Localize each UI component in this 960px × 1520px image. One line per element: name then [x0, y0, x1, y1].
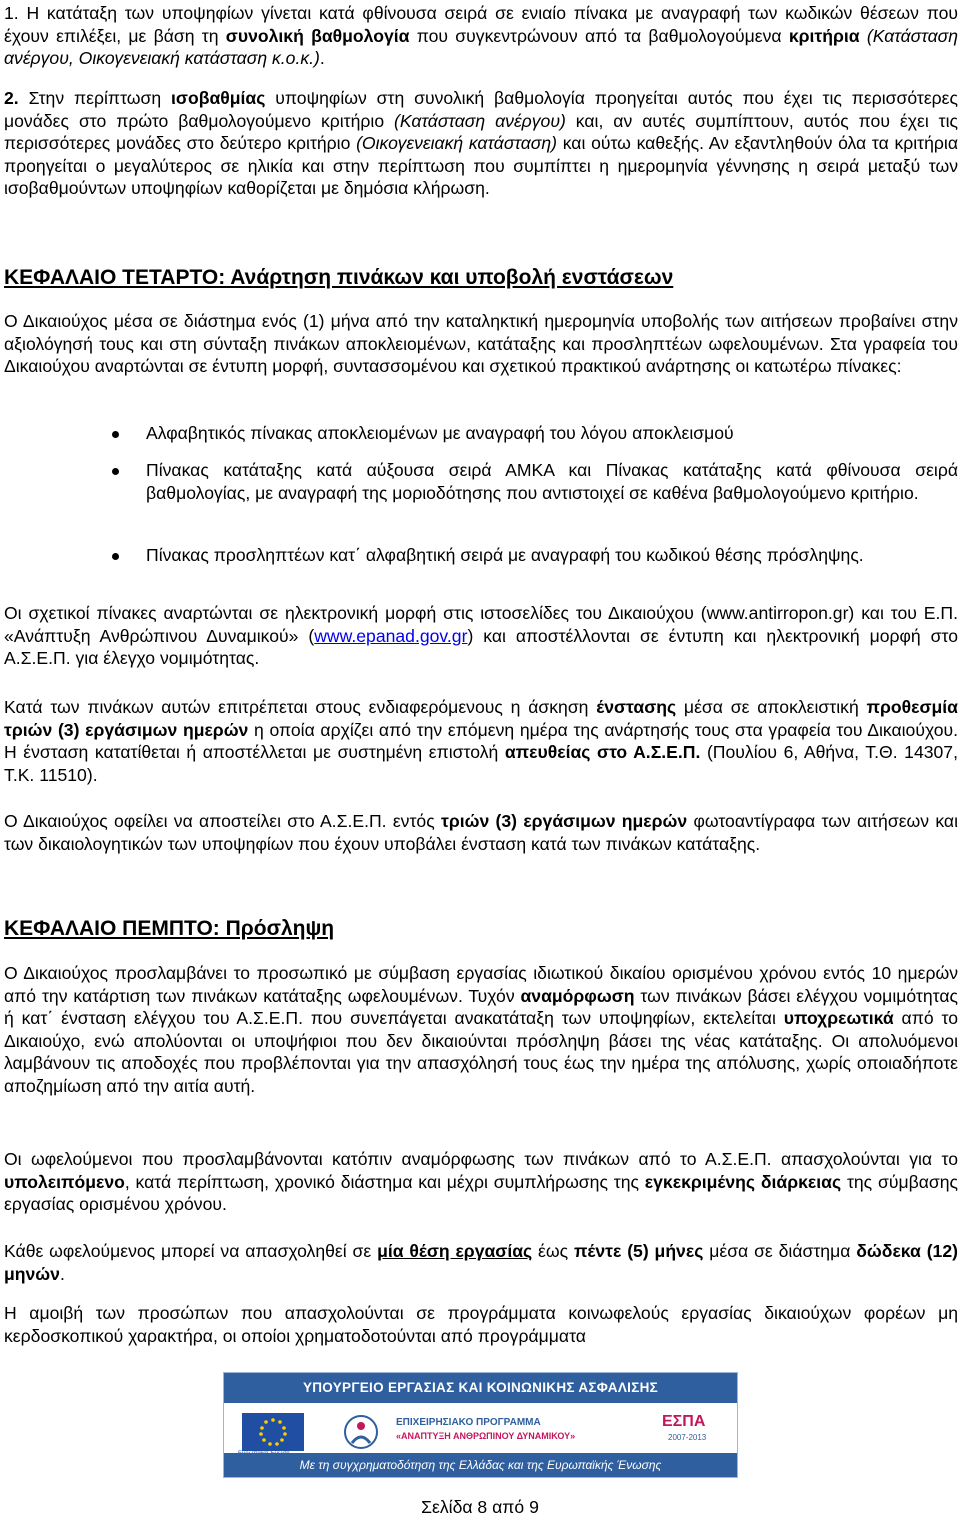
epanad-link[interactable]: www.epanad.gov.gr	[314, 625, 468, 646]
paragraph-ranking: 1. Η κατάταξη των υποψηφίων γίνεται κατά φθίνουσα σειρά σε ενιαίο πίνακα με αναγραφή των κωδικών θέσεων που έχουν επιλέξει, με βάση τη συνολική βαθμολογία που συγκεντρώνουν από τα βαθμολογούμενα κριτήρια (Κατάσταση ανέργου, Οικογενειακή κατάσταση κ.ο.κ.).	[4, 3, 958, 69]
paragraph-remaining: Οι ωφελούμενοι που προσλαμβάνονται κατόπιν αναμόρφωσης των πινάκων από το Α.Σ.Ε.Π. απασχολούνται για το υπολειπόμενο, κατά περίπτωση, χρονικό διάστημα και μέχρι συμπλήρωσης της εγκεκριμένης διάρκειας της σύμβασης εργασίας ορισμένου χρόνου.	[4, 1149, 959, 1215]
paragraph-pay: Η αμοιβή των προσώπων που απασχολούνται σε προγράμματα κοινωφελούς εργασίας δικαιούχων φορέων μη κερδοσκοπικού χαρακτήρα, οι οποίοι χρηματοδοτούνται από προγράμματα	[4, 1303, 958, 1346]
funding-banner	[223, 1372, 738, 1478]
paragraph-tie: 2. Στην περίπτωση ισοβαθμίας υποψηφίων στη συνολική βαθμολογία προηγείται αυτός που έχει τις περισσότερες μονάδες στο πρώτο βαθμολογούμενο κριτήριο (Κατάσταση ανέργου) και, αν αυτές συμπίπτουν, αυτός που έχει τις περισσότερες μονάδες στο δεύτερο κριτήριο (Οικογενειακή κατάσταση) και ούτω καθεξής. Αν εξαντληθούν όλα τα κριτήρια προηγείται ο μεγαλύτερος σε ηλικία και στην περίπτωση που συμπίπτει η ημερομηνία γέννησης η σειρά μεταξύ των ισοβαθμούντων υποψηφίων καθορίζεται με δημόσια κλήρωση.	[4, 88, 959, 199]
espa-label: ΕΣΠΑ	[662, 1413, 706, 1430]
chapter-five-heading: ΚΕΦΑΛΑΙΟ ΠΕΜΠΤΟ: Πρόσληψη	[4, 917, 335, 940]
epanad-program-label: ΕΠΙΧΕΙΡΗΣΙΑΚΟ ΠΡΟΓΡΑΜΜΑ	[396, 1417, 541, 1428]
epanad-logo	[334, 1413, 634, 1451]
bullet-item: Αλφαβητικός πίνακας αποκλειομένων με αναγραφή του λόγου αποκλεισμού	[146, 423, 734, 443]
eu-flag-icon	[242, 1413, 304, 1451]
bullet-dot	[112, 468, 119, 475]
paragraph-copies: Ο Δικαιούχος οφείλει να αποστείλει στο Α.Σ.Ε.Π. εντός τριών (3) εργάσιμων ημερών φωτοαντίγραφα των αιτήσεων και των δικαιολογητικών των υποψηφίων που έχουν υποβάλει ένσταση κατά των πινάκων κατάταξης.	[4, 811, 959, 854]
paragraph-duration: Κάθε ωφελούμενος μπορεί να απασχοληθεί σε μία θέση εργασίας έως πέντε (5) μήνες μέσα σε διάστημα δώδεκα (12) μηνών.	[4, 1241, 958, 1284]
paragraph-posting: Ο Δικαιούχος μέσα σε διάστημα ενός (1) μήνα από την καταληκτική ημερομηνία υποβολής των αιτήσεων προβαίνει στην αξιολόγησή τους και στη σύνταξη πινάκων αποκλειομένων, κατάταξης και προσληπτέων ωφελουμένων. Στα γραφεία του Δικαιούχου αναρτώνται σε έντυπη μορφή, συντασσομένου και σχετικού πρακτικού ανάρτησης οι κατωτέρω πίνακες:	[4, 311, 958, 377]
cofunding-note: Με τη συγχρηματοδότηση της Ελλάδας και της Ευρωπαϊκής Ένωσης	[224, 1453, 737, 1477]
bullet-item: Πίνακας κατάταξης κατά αύξουσα σειρά ΑΜΚΑ και Πίνακας κατάταξης κατά φθίνουσα σειρά βαθμολογίας, με αναγραφή της μοριοδότησης που αντιστοιχεί σε καθένα βαθμολογούμενο κριτήριο.	[146, 460, 958, 503]
page-number: Σελίδα 8 από 9	[421, 1497, 539, 1517]
espa-years: 2007-2013	[668, 1433, 707, 1442]
paragraph-hiring: Ο Δικαιούχος προσλαμβάνει το προσωπικό με σύμβαση εργασίας ιδιωτικού δικαίου ορισμένου χρόνου εντός 10 ημερών από την κατάρτιση των πινάκων κατάταξης ωφελουμένων. Τυχόν αναμόρφωση των πινάκων βάσει ελέγχου νομιμότητας ή κατ΄ ένσταση ελέγχου του Α.Σ.Ε.Π. που συνεπάγεται ανακατάταξη των υποψηφίων, εκτελείται υποχρεωτικά από το Δικαιούχο, ενώ απολύονται οι υποψήφιοι που δεν δικαιούνται πρόσληψη βάσει της νέας κατάταξης. Οι απολυόμενοι λαμβάνουν τις αποδοχές που προβλέπονται για την απασχόλησή τους έως την ημέρα της απόλυσης, χωρίς οποιαδήποτε αποζημίωση από την αιτία αυτή.	[4, 963, 958, 1096]
bullet-dot	[112, 431, 119, 438]
paragraph-electronic-posting: Οι σχετικοί πίνακες αναρτώνται σε ηλεκτρονική μορφή στις ιστοσελίδες του Δικαιούχου (www.antirropon.gr) και του Ε.Π. «Ανάπτυξη Ανθρώπινου Δυναμικού» (www.epanad.gov.gr) και αποστέλλονται σε έντυπη και ηλεκτρονική μορφή στο Α.Σ.Ε.Π. για έλεγχο νομιμότητας.	[4, 603, 958, 669]
chapter-four-heading: ΚΕΦΑΛΑΙΟ ΤΕΤΑΡΤΟ: Ανάρτηση πινάκων και υποβολή ενστάσεων	[4, 266, 674, 289]
bullet-dot	[112, 553, 119, 560]
bullet-item: Πίνακας προσληπτέων κατ΄ αλφαβητική σειρά με αναγραφή του κωδικού θέσης πρόσληψης.	[146, 545, 864, 565]
paragraph-objection: Κατά των πινάκων αυτών επιτρέπεται στους ενδιαφερόμενους η άσκηση ένστασης μέσα σε αποκλειστική προθεσμία τριών (3) εργάσιμων ημερών η οποία αρχίζει από την επόμενη ημέρα της ανάρτησής τους στα γραφεία του Δικαιούχου. Η ένσταση κατατίθεται ή αποστέλλεται με συστημένη επιστολή απευθείας στο Α.Σ.Ε.Π. (Πουλίου 6, Αθήνα, Τ.Θ. 14307, Τ.Κ. 11510).	[4, 697, 959, 785]
epanad-program-name: «ΑΝΑΠΤΥΞΗ ΑΝΘΡΩΠΙΝΟΥ ΔΥΝΑΜΙΚΟΥ»	[396, 1431, 576, 1441]
ministry-title: ΥΠΟΥΡΓΕΙΟ ΕΡΓΑΣΙΑΣ ΚΑΙ ΚΟΙΝΩΝΙΚΗΣ ΑΣΦΑΛΙΣΗΣ	[224, 1373, 737, 1403]
espa-logo	[654, 1409, 726, 1451]
epanad-emblem-icon	[334, 1413, 388, 1451]
